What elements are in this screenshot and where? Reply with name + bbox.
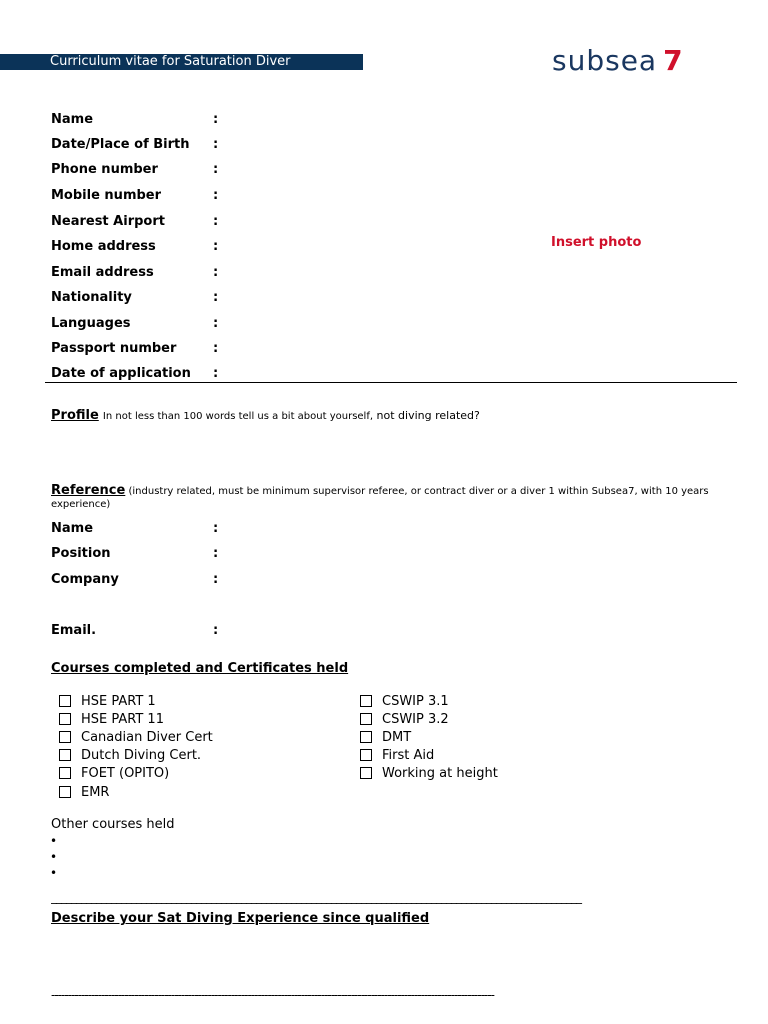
field-colon: : (213, 521, 219, 536)
field-colon: : (213, 162, 219, 177)
course-item[interactable] (59, 728, 213, 746)
profile-heading: Profile (51, 408, 99, 423)
experience-heading: Describe your Sat Diving Experience since qualified (51, 911, 430, 926)
checkbox[interactable] (360, 767, 372, 779)
course-label: EMR (81, 784, 110, 800)
profile-note: In not less than 100 words tell us a bit about yourself, (102, 411, 374, 422)
section-divider (45, 382, 737, 383)
ref-label-email: Email. (51, 623, 97, 638)
ref-label-name: Name (51, 521, 94, 536)
checkbox[interactable] (59, 786, 71, 798)
checkbox[interactable] (360, 713, 372, 725)
course-label: FOET (OPITO) (81, 765, 170, 781)
courses-left-column (59, 692, 213, 801)
field-colon: : (213, 341, 219, 356)
reference-heading: Reference (51, 483, 126, 498)
field-colon: : (213, 572, 219, 587)
course-label: First Aid (382, 747, 435, 763)
course-label: Working at height (382, 765, 498, 781)
field-label-nationality: Nationality (51, 290, 132, 305)
bullet-item: • (50, 834, 58, 848)
logo-number: 7 (663, 44, 684, 77)
underscore-divider: __________________________________________________________________________________________________________ (51, 890, 581, 904)
checkbox[interactable] (360, 695, 372, 707)
checkbox[interactable] (59, 749, 71, 761)
checkbox[interactable] (59, 713, 71, 725)
course-label: CSWIP 3.2 (382, 711, 449, 727)
field-colon: : (213, 112, 219, 127)
checkbox[interactable] (360, 731, 372, 743)
field-label-date-application: Date of application (51, 366, 191, 381)
reference-note: (industry related, must be minimum supervisor referee, or contract diver or a diver 1 within Subsea7, with 10 years experience) (51, 486, 709, 510)
field-label-passport: Passport number (51, 341, 177, 356)
course-label: HSE PART 11 (81, 711, 164, 727)
field-colon: : (213, 239, 219, 254)
course-item[interactable] (360, 692, 498, 710)
field-colon: : (213, 265, 219, 280)
course-item[interactable] (59, 710, 213, 728)
checkbox[interactable] (59, 695, 71, 707)
field-colon: : (213, 290, 219, 305)
bullet-item: • (50, 850, 58, 864)
field-colon: : (213, 137, 219, 152)
field-colon: : (213, 546, 219, 561)
checkbox[interactable] (59, 767, 71, 779)
courses-heading: Courses completed and Certificates held (51, 661, 349, 676)
course-item[interactable] (59, 764, 213, 782)
field-colon: : (213, 214, 219, 229)
logo-text: subsea (552, 44, 658, 77)
course-item[interactable] (360, 746, 498, 764)
course-label: HSE PART 1 (81, 693, 156, 709)
reference-section (51, 484, 721, 511)
course-item[interactable] (59, 692, 213, 710)
field-label-airport: Nearest Airport (51, 214, 165, 229)
document-title-bar: Curriculum vitae for Saturation Diver (0, 54, 363, 70)
course-item[interactable] (59, 746, 213, 764)
checkbox[interactable] (360, 749, 372, 761)
field-label-birth: Date/Place of Birth (51, 137, 190, 152)
bullet-item: • (50, 866, 58, 880)
dash-divider: ------------------------------------------------------------------------------------------------------------------------------------- (51, 988, 494, 1002)
course-item[interactable] (360, 764, 498, 782)
course-label: Canadian Diver Cert (81, 729, 213, 745)
course-label: Dutch Diving Cert. (81, 747, 202, 763)
field-colon: : (213, 188, 219, 203)
field-label-mobile: Mobile number (51, 188, 162, 203)
profile-section (51, 408, 480, 423)
subsea7-logo (552, 44, 684, 77)
field-colon: : (213, 316, 219, 331)
ref-label-position: Position (51, 546, 111, 561)
field-colon: : (213, 366, 219, 381)
photo-placeholder: Insert photo (551, 235, 642, 250)
other-courses-label: Other courses held (51, 817, 175, 832)
ref-label-company: Company (51, 572, 119, 587)
course-label: DMT (382, 729, 412, 745)
course-item[interactable] (59, 783, 213, 801)
field-label-name: Name (51, 112, 94, 127)
course-item[interactable] (360, 710, 498, 728)
field-label-languages: Languages (51, 316, 131, 331)
profile-note-tail: not diving related? (373, 409, 480, 422)
field-label-home-address: Home address (51, 239, 156, 254)
courses-right-column (360, 692, 498, 782)
field-colon: : (213, 623, 219, 638)
field-label-email: Email address (51, 265, 154, 280)
field-label-phone: Phone number (51, 162, 158, 177)
course-item[interactable] (360, 728, 498, 746)
checkbox[interactable] (59, 731, 71, 743)
course-label: CSWIP 3.1 (382, 693, 449, 709)
